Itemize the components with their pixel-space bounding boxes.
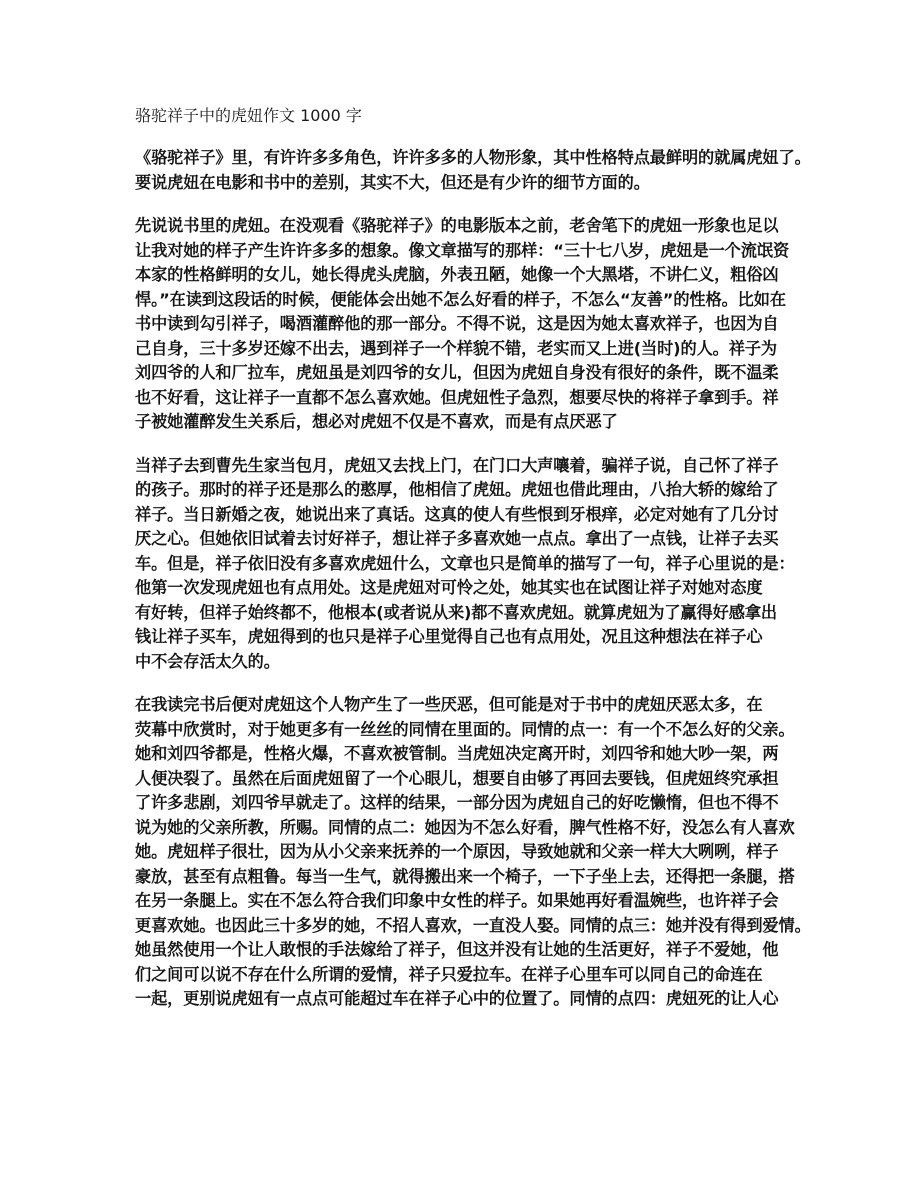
text-line: 己自身，三十多岁还嫁不出去，遇到祥子一个样貌不错，老实而又上进(当时)的人。祥子为 xyxy=(135,338,778,358)
text-line: 她和刘四爷都是，性格火爆，不喜欢被管制。当虎妞决定离开时，刘四爷和她大吵一架，两 xyxy=(135,744,779,763)
text-line: 祥子。当日新婚之夜，她说出来了真话。这真的使人有些恨到牙根痒，必定对她有了几分讨 xyxy=(135,504,779,524)
text-line: 有好转，但祥子始终都不，他根本(或者说从来)都不喜欢虎妞。就算虎妞为了赢得好感拿出 xyxy=(135,602,778,622)
text-line: 豪放，甚至有点粗鲁。每当一生气，就得搬出来一个椅子，一下子坐上去，还得把一条腿，搭 xyxy=(135,866,795,886)
text-line: 让我对她的样子产生许许多多的想象。像文章描写的那样：“三十七八岁，虎妞是一个流氓资 xyxy=(135,240,790,260)
text-line: 荧幕中欣赏时，对于她更多有一丝丝的同情在里面的。同情的点一：有一个不怎么好的父亲。 xyxy=(135,719,795,739)
text-line: 先说说书里的虎妞。在没观看《骆驼祥子》的电影版本之前，老舍笔下的虎妞一形象也足以 xyxy=(135,216,779,235)
text-line: 本家的性格鲜明的女儿，她长得虎头虎脑，外表丑陋，她像一个大黑塔，不讲仁义，粗俗凶 xyxy=(135,265,779,284)
paragraph-1 xyxy=(135,146,811,195)
text-line: 在另一条腿上。实在不怎么符合我们印象中女性的样子。如果她再好看温婉些，也许祥子会 xyxy=(135,891,779,910)
text-line: 厌之心。但她依旧试着去讨好祥子，想让祥子多喜欢她一点点。拿出了一点钱，让祥子去买 xyxy=(135,529,779,548)
document-title: 骆驼祥子中的虎妞作文 1000 字 xyxy=(135,106,362,125)
text-line: 要说虎妞在电影和书中的差别，其实不大，但还是有少许的细节方面的。 xyxy=(135,172,650,192)
text-line: 她虽然使用一个让人敢恨的手法嫁给了祥子，但这并没有让她的生活更好，祥子不爱她，他 xyxy=(135,940,779,959)
text-line: 中不会存活太久的。 xyxy=(135,651,280,671)
text-line: 当祥子去到曹先生家当包月，虎妞又去找上门，在门口大声嚷着，骗祥子说，自己怀了祥子 xyxy=(135,455,779,475)
paragraph-3 xyxy=(135,454,795,675)
paragraph-4 xyxy=(135,693,811,1012)
text-line: 《骆驼祥子》里，有许许多多角色，许许多多的人物形象，其中性格特点最鲜明的就属虎妞了。 xyxy=(135,148,811,167)
text-line: 车。但是，祥子依旧没有多喜欢虎妞什么，文章也只是简单的描写了一句，祥子心里说的是： xyxy=(135,553,795,573)
text-line: 更喜欢她。也因此三十多岁的她，不招人喜欢，一直没人娶。同情的点三：她并没有得到爱情。 xyxy=(135,915,811,935)
text-line: 一起，更别说虎妞有一点点可能超过车在祥子心中的位置了。同情的点四：虎妞死的让人心 xyxy=(135,989,779,1008)
text-line: 钱让祥子买车，虎妞得到的也只是祥子心里觉得自己也有点用处，况且这种想法在祥子心 xyxy=(135,627,763,646)
text-line: 她。虎妞样子很壮，因为从小父亲来抚养的一个原因，导致她就和父亲一样大大咧咧，样子 xyxy=(135,842,779,861)
text-line: 悍。”在读到这段话的时候，便能体会出她不怎么好看的样子，不怎么“友善”的性格。比如在 xyxy=(135,289,786,309)
text-line: 在我读完书后便对虎妞这个人物产生了一些厌恶，但可能是对于书中的虎妞厌恶太多，在 xyxy=(135,695,763,714)
text-line: 也不好看，这让祥子一直都不怎么喜欢她。但虎妞性子急烈，想要尽快的将祥子拿到手。祥 xyxy=(135,387,779,407)
text-line: 的孩子。那时的祥子还是那么的憨厚，他相信了虎妞。虎妞也借此理由，八抬大轿的嫁给了 xyxy=(135,480,779,499)
document-page xyxy=(135,104,811,1031)
text-line: 了许多悲剧，刘四爷早就走了。这样的结果，一部分因为虎妞自己的好吃懒惰，但也不得不 xyxy=(135,793,779,812)
text-line: 子被她灌醉发生关系后，想必对虎妞不仅是不喜欢，而是有点厌恶了 xyxy=(135,412,618,431)
text-line: 他第一次发现虎妞也有点用处。这是虎妞对可怜之处，她其实也在试图让祥子对她对态度 xyxy=(135,578,763,597)
text-line: 刘四爷的人和厂拉车，虎妞虽是刘四爷的女儿，但因为虎妞自身没有很好的条件，既不温柔 xyxy=(135,363,779,382)
text-line: 人便决裂了。虽然在后面虎妞留了一个心眼儿，想要自由够了再回去要钱，但虎妞终究承担 xyxy=(135,768,779,788)
text-line: 书中读到勾引祥子，喝酒灌醉他的那一部分。不得不说，这是因为她太喜欢祥子，也因为自 xyxy=(135,314,779,333)
paragraph-2 xyxy=(135,214,790,435)
text-line: 说为她的父亲所教，所赐。同情的点二：她因为不怎么好看，脾气性格不好，没怎么有人喜欢 xyxy=(135,817,795,837)
text-line: 们之间可以说不存在什么所谓的爱情，祥子只爱拉车。在祥子心里车可以同自己的命连在 xyxy=(135,964,763,984)
